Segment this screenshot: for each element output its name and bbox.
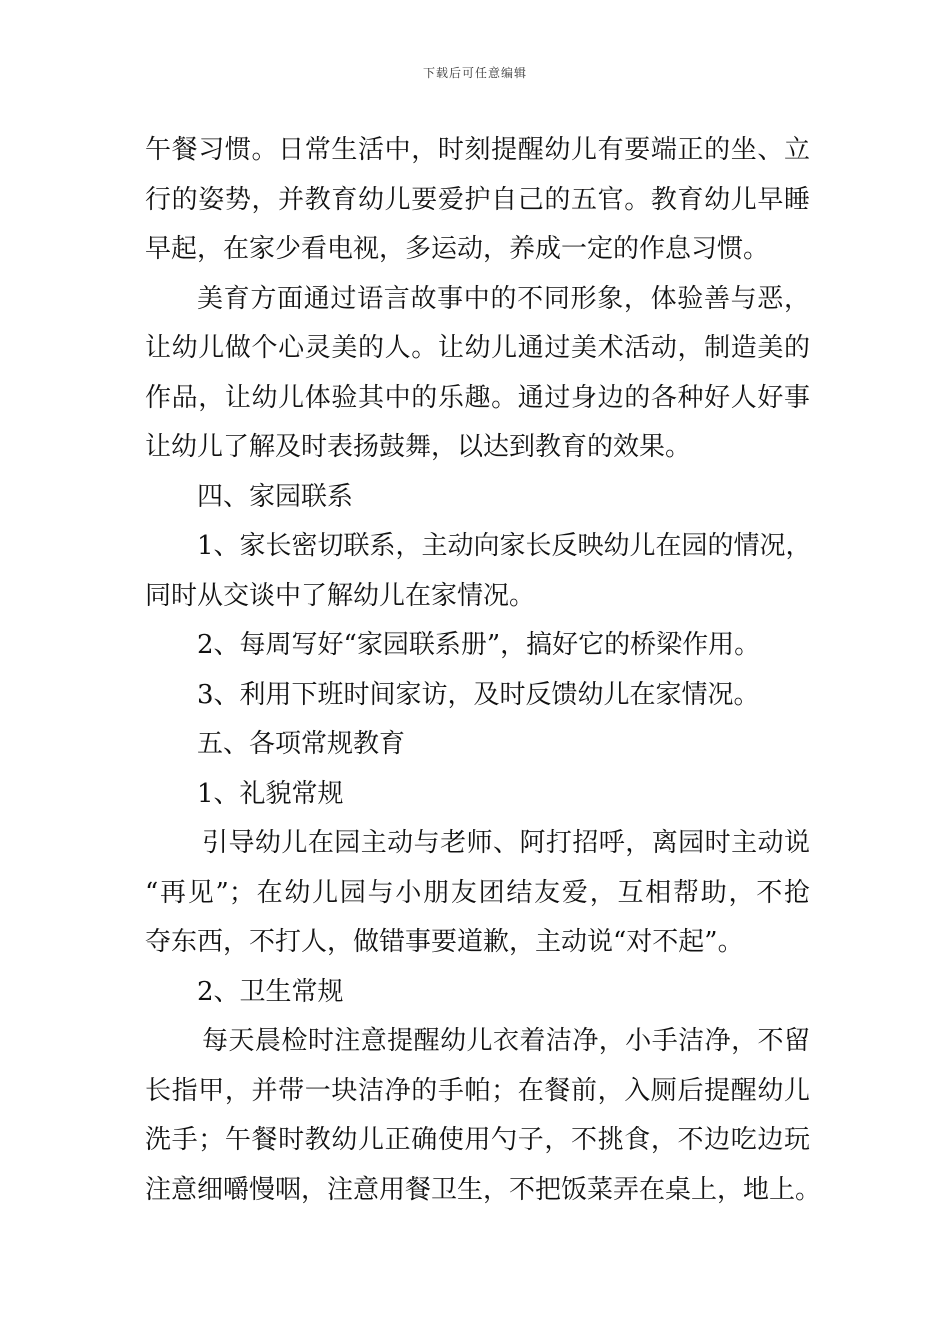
text-line: 夺东西，不打人，做错事要道歉，主动说“对不起”。	[145, 927, 744, 957]
text-line: 早起，在家少看电视，多运动，养成一定的作息习惯。	[145, 234, 770, 264]
text-line: 作品，让幼儿体验其中的乐趣。通过身边的各种好人好事	[145, 382, 810, 413]
text-line: 长指甲，并带一块洁净的手帕；在餐前，入厕后提醒幼儿	[145, 1075, 810, 1106]
section-heading: 五、各项常规教育	[197, 729, 406, 759]
paragraph-first-line: 美育方面通过语言故事中的不同形象，体验善与恶，	[197, 283, 810, 314]
subsection-heading: 1、礼貌常规	[197, 778, 344, 809]
paragraph-first-line: 每天晨检时注意提醒幼儿衣着洁净，小手洁净，不留	[202, 1026, 810, 1056]
text-line: 洗手；午餐时教幼儿正确使用勺子，不挑食，不边吃边玩	[145, 1125, 810, 1155]
text-line: 行的姿势，并教育幼儿要爱护自己的五官。教育幼儿早睡	[145, 184, 810, 215]
list-item: 1、家长密切联系，主动向家长反映幼儿在园的情况，	[197, 531, 812, 561]
text-line: 注意细嚼慢咽，注意用餐卫生，不把饭菜弄在桌上，地上。	[145, 1174, 822, 1205]
text-line: 午餐习惯。日常生活中，时刻提醒幼儿有要端正的坐、立	[145, 135, 810, 165]
text-line: 让幼儿了解及时表扬鼓舞，以达到教育的效果。	[145, 432, 692, 462]
text-line: 同时从交谈中了解幼儿在家情况。	[145, 580, 536, 611]
document-body	[145, 126, 822, 1215]
list-item: 2、每周写好“家园联系册”，搞好它的桥梁作用。	[197, 630, 761, 660]
page-header-note: 下载后可任意编辑	[422, 66, 527, 80]
paragraph-first-line: 引导幼儿在园主动与老师、阿打招呼，离园时主动说	[202, 828, 810, 858]
list-item: 3、利用下班时间家访，及时反馈幼儿在家情况。	[197, 679, 760, 710]
section-heading: 四、家园联系	[197, 481, 354, 512]
subsection-heading: 2、卫生常规	[197, 976, 344, 1007]
text-line: “再见”；在幼儿园与小朋友团结友爱，互相帮助，不抢	[145, 877, 810, 908]
text-line: 让幼儿做个心灵美的人。让幼儿通过美术活动，制造美的	[145, 333, 810, 363]
